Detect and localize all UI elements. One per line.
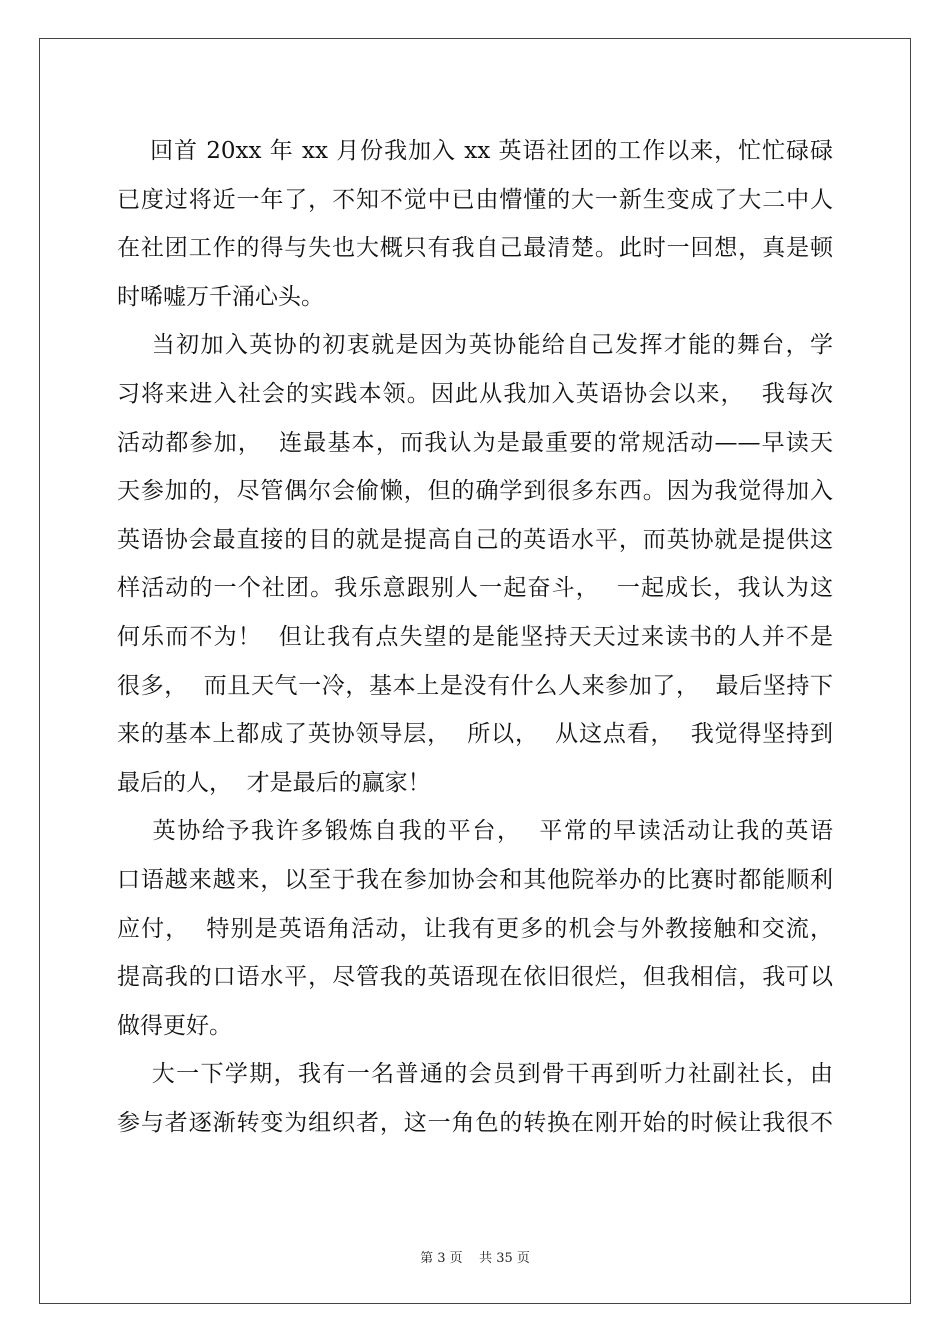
text-line: 应付， 特别是英语角活动，让我有更多的机会与外教接触和交流， xyxy=(117,915,833,942)
text-line: 习将来进入社会的实践本领。因此从我加入英语协会以来， 我每次 xyxy=(117,380,833,407)
text-line: 时唏嘘万千涌心头。 xyxy=(117,283,324,310)
text-line: 天参加的，尽管偶尔会偷懒，但的确学到很多东西。因为我觉得加入 xyxy=(117,478,833,505)
text-line: 活动都参加， 连最基本，而我认为是最重要的常规活动——早读天 xyxy=(117,429,833,456)
text-line: 样活动的一个社团。我乐意跟别人一起奋斗， 一起成长，我认为这 xyxy=(117,575,833,602)
text-line: 参与者逐渐转变为组织者，这一角色的转换在刚开始的时候让我很不 xyxy=(117,1109,833,1136)
text-line: 何乐而不为！ 但让我有点失望的是能坚持天天过来读书的人并不是 xyxy=(117,623,833,650)
text-line: 英语协会最直接的目的就是提高自己的英语水平，而英协就是提供这 xyxy=(117,526,833,553)
text-line: 最后的人， 才是最后的赢家！ xyxy=(117,769,431,796)
page-number: 第 3 页 共 35 页 xyxy=(420,1251,530,1266)
text-line: 已度过将近一年了，不知不觉中已由懵懂的大一新生变成了大二中人 xyxy=(117,186,833,213)
text-line: 回首 20xx 年 xx 月份我加入 xx 英语社团的工作以来，忙忙碌碌 xyxy=(117,138,833,164)
text-line: 很多， 而且天气一冷，基本上是没有什么人来参加了， 最后坚持下 xyxy=(117,672,833,699)
text-line: 来的基本上都成了英协领导层， 所以， 从这点看， 我觉得坚持到 xyxy=(117,721,833,748)
text-line: 在社团工作的得与失也大概只有我自己最清楚。此时一回想，真是顿 xyxy=(117,235,833,262)
text-line: 做得更好。 xyxy=(117,1012,232,1039)
page-footer xyxy=(0,1247,950,1266)
text-line: 口语越来越来，以至于我在参加协会和其他院举办的比赛时都能顺利 xyxy=(117,866,833,893)
text-line: 提高我的口语水平，尽管我的英语现在依旧很烂，但我相信，我可以 xyxy=(117,964,833,991)
document-body xyxy=(117,127,833,1147)
text-line: 大一下学期，我有一名普通的会员到骨干再到听力社副社长，由 xyxy=(117,1061,833,1088)
text-line: 当初加入英协的初衷就是因为英协能给自己发挥才能的舞台，学 xyxy=(117,332,833,359)
text-line: 英协给予我许多锻炼自我的平台， 平常的早读活动让我的英语 xyxy=(117,818,833,845)
